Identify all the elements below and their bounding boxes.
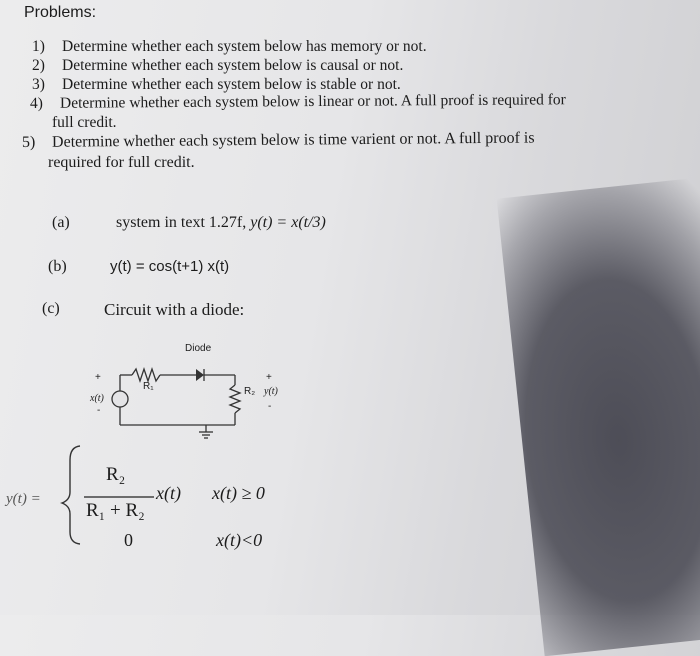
part-a-formula: y(t) = x(t/3) [250,214,326,231]
voltage-source [112,391,128,407]
problem-text: Determine whether each system below is linear or not. A full proof is required for [59,91,566,112]
resistor-r1 [132,369,160,381]
output-label: y(t) [264,386,278,397]
output-minus: - [268,401,272,412]
part-c-text: Circuit with a diode: [104,300,245,319]
case2-condition: x(t)<0 [216,530,263,550]
problem-number: 4) [29,94,43,112]
part-b-label: (b) [48,258,67,275]
r1-label: R₁ [143,381,154,392]
cases-brace [62,446,80,544]
input-minus: - [97,405,101,416]
part-a-label: (a) [52,214,70,231]
fraction-numerator: R₂ [106,464,126,485]
case1-condition: x(t) ≥ 0 [212,483,265,503]
problem-number: 5) [21,133,36,151]
input-label: x(t) [90,393,104,404]
part-a-description: system in text 1.27f, [116,214,251,231]
problem-number: 2) [32,57,45,74]
fraction-denominator: R₁ + R₂ [86,500,145,521]
part-c-label: (c) [42,300,60,317]
part-b-text: y(t) = cos(t+1) x(t) [110,258,230,275]
problem-number: 3) [32,76,45,93]
case1-expression: x(t) [156,483,181,503]
problem-number: 1) [32,38,45,55]
equation-lhs: y(t) = [6,491,41,507]
case2-expression: 0 [124,530,133,550]
problem-text: Determine whether each system below is time varient or not. A full proof is [51,129,535,151]
output-plus: + [266,372,272,383]
input-plus: + [95,372,101,383]
problem-4-continued: full credit. [52,114,117,131]
resistor-r2 [230,385,240,413]
diode-label: Diode [185,343,212,354]
problem-5-continued: required for full credit. [48,154,195,171]
problem-text: Determine whether each system below has memory or not. [62,38,427,55]
problems-heading: Problems: [24,4,97,21]
r2-label: R₂ [244,386,256,397]
problem-text: Determine whether each system below is stable or not. [62,76,401,93]
diode-triangle [196,369,204,381]
problem-text: Determine whether each system below is causal or not. [62,57,404,74]
